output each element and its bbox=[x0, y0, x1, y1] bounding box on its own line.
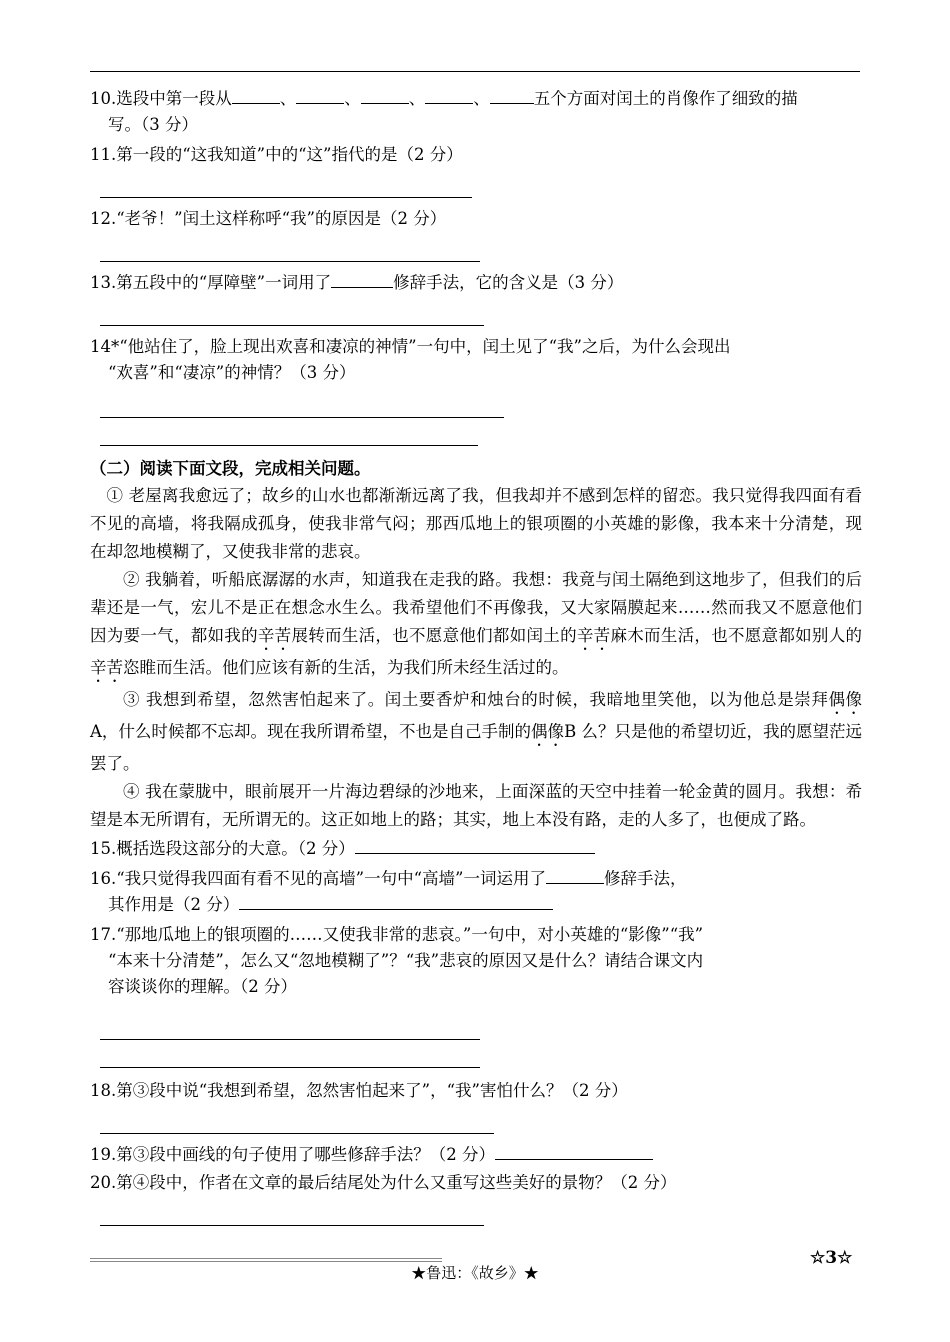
section-2-title: （二）阅读下面文段，完成相关问题。 bbox=[90, 459, 371, 478]
answer-blank[interactable] bbox=[331, 271, 393, 288]
footer-rule bbox=[90, 1258, 442, 1259]
page-number: ☆3☆ bbox=[810, 1248, 853, 1268]
answer-blank[interactable] bbox=[495, 1143, 653, 1160]
answer-blank[interactable] bbox=[490, 87, 534, 104]
answer-blank[interactable] bbox=[232, 87, 280, 104]
worksheet bbox=[90, 86, 862, 1230]
answer-blank[interactable] bbox=[296, 87, 344, 104]
question-20: 20.第④段中，作者在文章的最后结尾处为什么又重写这些美好的景物？（2 分） bbox=[90, 1173, 677, 1192]
footer-title: ★鲁迅：《故乡》★ bbox=[411, 1264, 539, 1282]
answer-area-17-line1[interactable] bbox=[90, 1000, 862, 1044]
answer-area-13[interactable] bbox=[90, 296, 862, 330]
answer-area-17-line2[interactable] bbox=[90, 1044, 862, 1072]
question-19: 19.第③段中画线的句子使用了哪些修辞手法？（2 分） bbox=[90, 1142, 862, 1168]
passage-paragraph-3: ③ 我想到希望，忽然害怕起来了。闰土要香炉和烛台的时候，我暗地里笑他，以为他总是崇拜偶像A，什么时候都不忘却。现在我所谓希望，不也是自己手制的偶像B 么？只是他的希望切近，我的愿望茫远罢了。 bbox=[90, 690, 863, 773]
answer-area-11[interactable] bbox=[90, 168, 862, 202]
question-17: 17.“那地瓜地上的银项圈的……又使我非常的悲哀。”一句中，对小英雄的“影像”“我” “本来十分清楚”，怎么又“忽地模糊了”？“我”悲哀的原因又是什么？请结合课文内 容谈谈你的理解。（2 分） bbox=[90, 925, 704, 996]
answer-area-20[interactable] bbox=[90, 1196, 862, 1230]
answer-area-14-line2[interactable] bbox=[90, 422, 862, 450]
answer-blank[interactable] bbox=[425, 87, 473, 104]
answer-area-14-line1[interactable] bbox=[90, 386, 862, 422]
passage-paragraph-2: ② 我躺着，听船底潺潺的水声，知道我在走我的路。我想：我竟与闰土隔绝到这地步了，但我们的后辈还是一气，宏儿不是正在想念水生么。我希望他们不再像我，又大家隔膜起来……然而我又不愿意他们因为要一气，都如我的辛苦展转而生活，也不愿意他们都如闰土的辛苦麻木而生活，也不愿意都如别人的辛苦恣睢而生活。他们应该有新的生活，为我们所未经生活过的。 bbox=[90, 570, 863, 677]
question-12: 12.“老爷！”闰土这样称呼“我”的原因是（2 分） bbox=[90, 209, 447, 228]
answer-blank[interactable] bbox=[239, 893, 553, 910]
question-14: 14*“他站住了，脸上现出欢喜和凄凉的神情”一句中，闰土见了“我”之后，为什么会现出 “欢喜”和“凄凉”的神情？（3 分） bbox=[90, 337, 731, 382]
answer-area-12[interactable] bbox=[90, 232, 862, 266]
question-13: 13.第五段中的“厚障壁”一词用了 修辞手法，它的含义是（3 分） bbox=[90, 273, 624, 292]
question-10: 10.选段中第一段从 、 、 、 、 五个方面对闰土的肖像作了细致的描 写。（3 分） bbox=[90, 89, 798, 134]
question-15: 15.概括选段这部分的大意。（2 分） bbox=[90, 836, 862, 862]
answer-blank[interactable] bbox=[355, 837, 595, 854]
answer-area-18[interactable] bbox=[90, 1104, 862, 1138]
question-18: 18.第③段中说“我想到希望，忽然害怕起来了”，“我”害怕什么？（2 分） bbox=[90, 1081, 628, 1100]
question-16: 16.“我只觉得我四面有看不见的高墙”一句中“高墙”一词运用了 修辞手法， 其作用是（2 分） bbox=[90, 869, 687, 914]
answer-blank[interactable] bbox=[546, 867, 604, 884]
top-rule bbox=[90, 71, 860, 72]
question-11: 11.第一段的“这我知道”中的“这”指代的是（2 分） bbox=[90, 145, 463, 164]
passage-paragraph-1: ① 老屋离我愈远了；故乡的山水也都渐渐远离了我，但我却并不感到怎样的留恋。我只觉得我四面有看不见的高墙，将我隔成孤身，使我非常气闷；那西瓜地上的银项圈的小英雄的影像，我本来十分清楚，现在却忽地模糊了，又使我非常的悲哀。 bbox=[90, 486, 862, 561]
answer-blank[interactable] bbox=[361, 87, 409, 104]
passage-paragraph-4: ④ 我在蒙胧中，眼前展开一片海边碧绿的沙地来，上面深蓝的天空中挂着一轮金黄的圆月。我想：希望是本无所谓有，无所谓无的。这正如地上的路；其实，地上本没有路，走的人多了，也便成了路。 bbox=[90, 782, 862, 829]
